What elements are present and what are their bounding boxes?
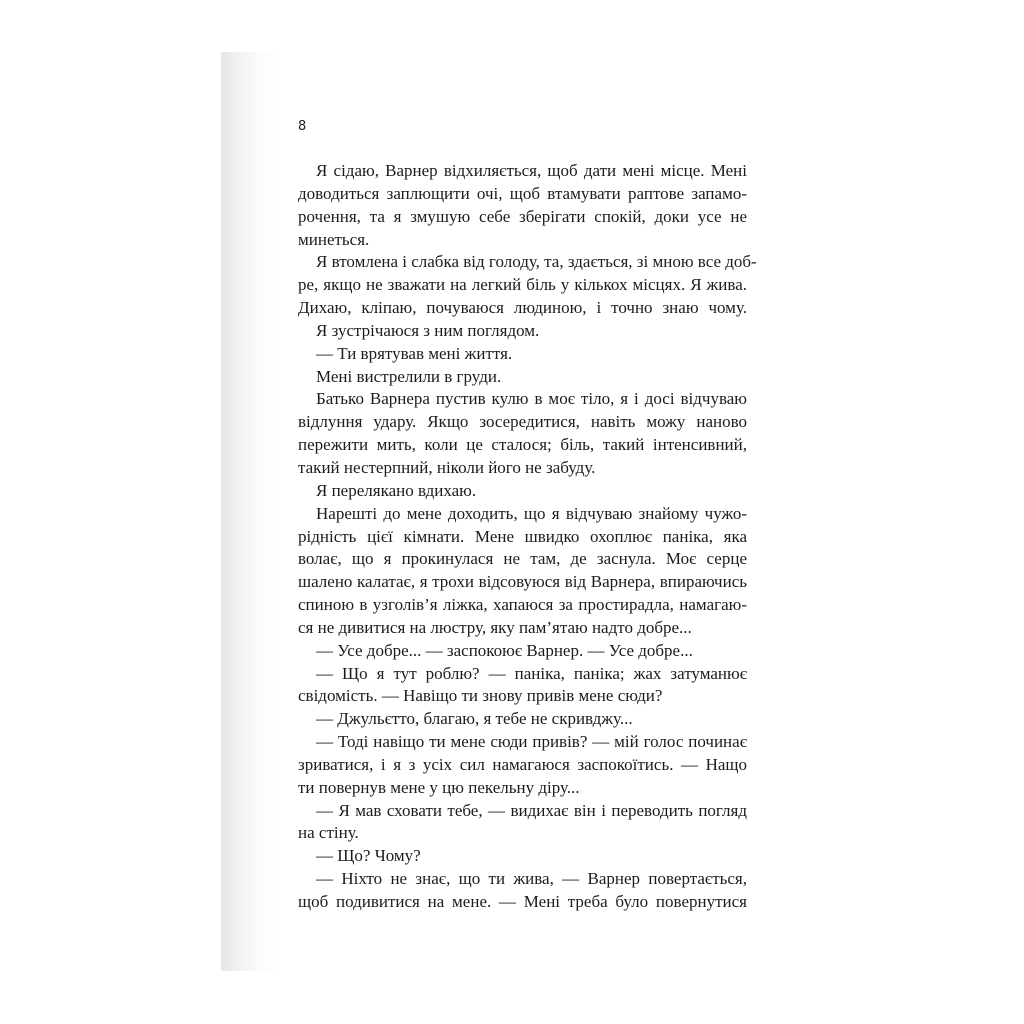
page-number: 8	[298, 119, 307, 134]
text-line: зриватися, і я з усіх сил намагаюся заспокоїтись. — Нащо	[298, 754, 747, 774]
text-line: Батько Варнера пустив кулю в моє тіло, я і досі відчуваю	[316, 389, 747, 409]
text-line: Я сідаю, Варнер відхиляється, щоб дати мені місце. Мені	[316, 161, 747, 180]
text-line: ре, якщо не зважати на легкий біль у кількох місцях. Я жива.	[298, 275, 747, 295]
text-line: — Що? Чому?	[316, 846, 421, 866]
text-line: — Тоді навіщо ти мене сюди привів? — мій голос починає	[316, 732, 747, 752]
text-line: — Що я тут роблю? — паніка, паніка; жах затуманює	[316, 663, 747, 683]
text-line: Я перелякано вдихаю.	[316, 480, 477, 500]
text-line: Я зустрічаюся з ним поглядом.	[316, 320, 540, 340]
text-line: ти повернув мене у цю пекельну діру...	[298, 777, 580, 797]
text-line: — Джульєтто, благаю, я тебе не скривджу...	[316, 709, 633, 729]
text-line: Я втомлена і слабка від голоду, та, здається, зі мною все доб-	[316, 252, 757, 272]
text-line: Нарешті до мене доходить, що я відчуваю знайому чужо-	[316, 503, 747, 523]
text-line: спиною в узголів’я ліжка, хапаюся за простирадла, намагаю-	[298, 595, 747, 615]
text-line: ся не дивитися на люстру, яку пам’ятаю надто добре...	[298, 617, 692, 637]
text-line: відлуння удару. Якщо зосередитися, навіть можу наново	[298, 412, 747, 432]
text-line: свідомість. — Навіщо ти знову привів мене сюди?	[298, 686, 663, 706]
text-line: минеться.	[298, 229, 370, 249]
text-line: Дихаю, кліпаю, почуваюся людиною, і точно знаю чому.	[298, 298, 747, 318]
text-line: пережити мить, коли це сталося; біль, такий інтенсивний,	[298, 435, 747, 455]
text-line: доводиться заплющити очі, щоб втамувати раптове запамо-	[298, 183, 747, 203]
text-line: — Усе добре... — заспокоює Варнер. — Усе добре...	[316, 640, 693, 660]
text-line: — Я мав сховати тебе, — видихає він і переводить погляд	[316, 800, 747, 820]
text-line: — Ти врятував мені життя.	[316, 343, 513, 363]
body-text	[298, 160, 757, 914]
text-line: Мені вистрелили в груди.	[316, 366, 502, 386]
text-line: на стіну.	[298, 823, 359, 843]
text-line: щоб подивитися на мене. — Мені треба було повернутися	[298, 892, 747, 911]
text-line: такий нестерпний, ніколи його не забуду.	[298, 457, 596, 477]
text-line: рідність цієї кімнати. Мене швидко охоплює паніка, яка	[298, 526, 747, 546]
text-line: — Ніхто не знає, що ти жива, — Варнер повертається,	[316, 869, 747, 889]
text-line: рочення, та я змушую себе зберігати спокій, доки усе не	[298, 206, 747, 226]
text-line: волає, що я прокинулася не там, де заснула. Моє серце	[298, 549, 747, 569]
text-line: шалено калатає, я трохи відсовуюся від Варнера, впираючись	[298, 572, 747, 592]
